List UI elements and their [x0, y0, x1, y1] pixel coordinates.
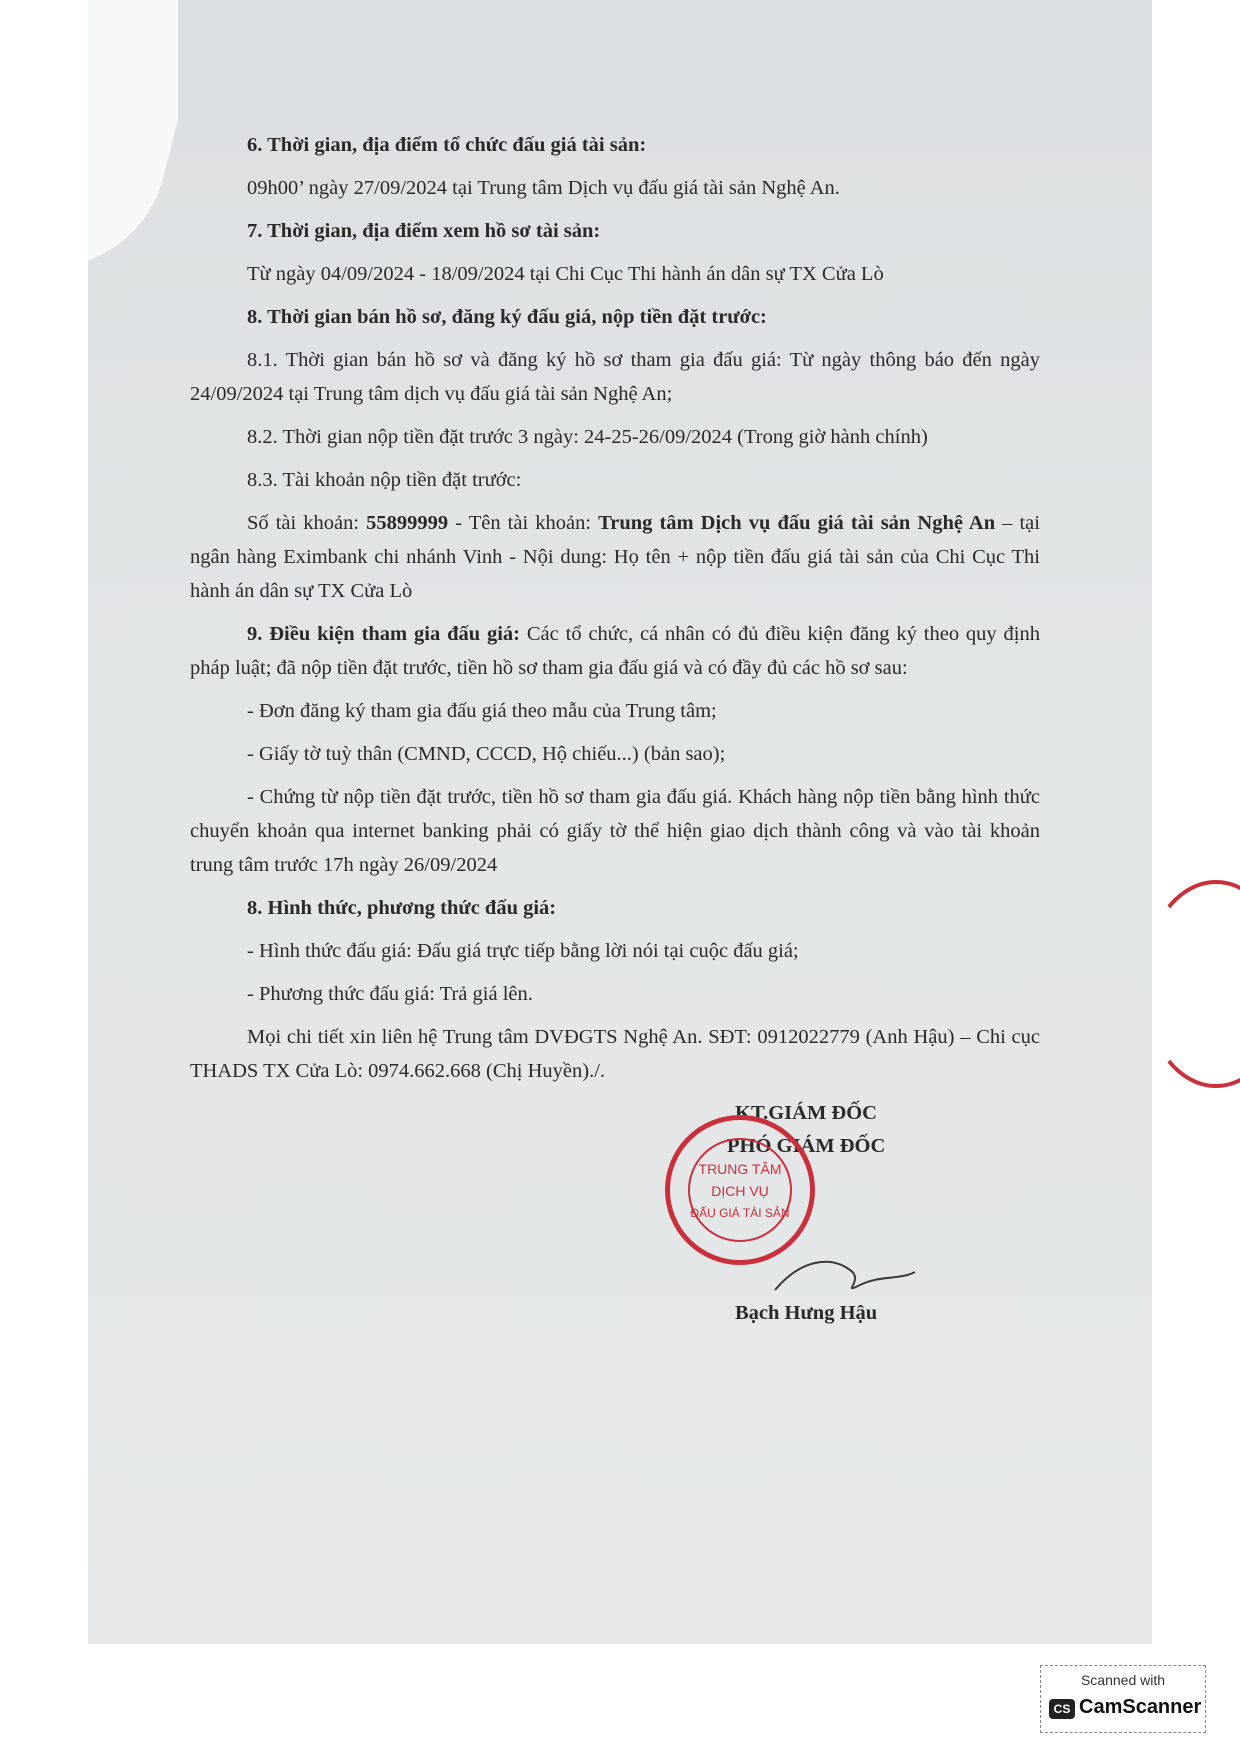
stamp-line-3: ĐẤU GIÁ TÀI SẢN [690, 1206, 790, 1220]
section-6-text: 09h00’ ngày 27/09/2024 tại Trung tâm Dịch vụ đấu giá tài sản Nghệ An. [247, 177, 840, 199]
official-stamp [665, 1115, 815, 1265]
watermark-brand: CamScanner [1079, 1696, 1202, 1718]
account-info [190, 506, 1040, 608]
section-9 [190, 617, 1040, 685]
section-form-bullet-2: - Phương thức đấu giá: Trả giá lên. [247, 983, 533, 1005]
section-8-heading: 8. Thời gian bán hồ sơ, đăng ký đấu giá, nộp tiền đặt trước: [247, 306, 767, 328]
section-form-bullet-1: - Hình thức đấu giá: Đấu giá trực tiếp bằng lời nói tại cuộc đấu giá; [247, 940, 799, 962]
account-rest: – tại ngân hàng Eximbank chi nhánh Vinh - Nội dung: Họ tên + nộp tiền đấu giá tài sản của Chi Cục Thi hành án dân sự TX Cửa Lò [190, 512, 1040, 602]
section-form-heading: 8. Hình thức, phương thức đấu giá: [247, 897, 557, 919]
signer-name: Bạch Hưng Hậu [735, 1302, 878, 1324]
account-mid: - Tên tài khoản: [448, 512, 599, 534]
signature-scribble [770, 1250, 920, 1310]
account-name: Trung tâm Dịch vụ đấu giá tài sản Nghệ An [598, 512, 996, 534]
camscanner-watermark [1040, 1665, 1206, 1733]
section-9-heading: 9. Điều kiện tham gia đấu giá: [247, 623, 521, 645]
edge-stamp [1142, 880, 1240, 1088]
section-6-heading: 6. Thời gian, địa điểm tổ chức đấu giá tài sản: [247, 134, 647, 156]
camscanner-logo-icon: CS [1049, 1699, 1075, 1719]
stamp-line-1: TRUNG TÂM [698, 1161, 782, 1177]
signature-title-2: PHÓ GIÁM ĐỐC [727, 1135, 886, 1157]
section-9-bullet-2: - Giấy tờ tuỳ thân (CMND, CCCD, Hộ chiếu...) (bản sao); [247, 743, 726, 765]
account-number: 55899999 [366, 512, 449, 534]
section-8-3: 8.3. Tài khoản nộp tiền đặt trước: [247, 469, 522, 491]
watermark-top-text: Scanned with [1080, 1672, 1166, 1688]
signature-title-1: KT.GIÁM ĐỐC [735, 1102, 877, 1124]
account-prefix: Số tài khoản: [247, 512, 367, 534]
section-7-text: Từ ngày 04/09/2024 - 18/09/2024 tại Chi Cục Thi hành án dân sự TX Cửa Lò [247, 263, 884, 285]
section-9-text: Các tổ chức, cá nhân có đủ điều kiện đăng ký theo quy định pháp luật; đã nộp tiền đặt trước, tiền hồ sơ tham gia đấu giá và có đầy đủ các hồ sơ sau: [190, 623, 1041, 679]
section-7-heading: 7. Thời gian, địa điểm xem hồ sơ tài sản: [247, 220, 601, 242]
contact-info: Mọi chi tiết xin liên hệ Trung tâm DVĐGTS Nghệ An. SĐT: 0912022779 (Anh Hậu) – Chi cục THADS TX Cửa Lò: 0974.662.668 (Chị Huyền)./. [190, 1026, 1040, 1082]
section-8-1: 8.1. Thời gian bán hồ sơ và đăng ký hồ sơ tham gia đấu giá: Từ ngày thông báo đến ngày 24/09/2024 tại Trung tâm dịch vụ đấu giá tài sản Nghệ An; [190, 349, 1040, 405]
page-curl [88, 0, 178, 270]
section-9-bullet-1: - Đơn đăng ký tham gia đấu giá theo mẫu của Trung tâm; [247, 700, 717, 722]
stamp-line-2: DỊCH VỤ [711, 1183, 769, 1199]
document-body [190, 128, 1040, 1088]
section-8-2: 8.2. Thời gian nộp tiền đặt trước 3 ngày: 24-25-26/09/2024 (Trong giờ hành chính) [247, 426, 928, 448]
section-9-bullet-3: - Chứng từ nộp tiền đặt trước, tiền hồ sơ tham gia đấu giá. Khách hàng nộp tiền bằng hình thức chuyển khoản qua internet banking phải có giấy tờ thể hiện giao dịch thành công và vào tài khoản trung tâm trước 17h ngày 26/09/2024 [190, 786, 1040, 876]
